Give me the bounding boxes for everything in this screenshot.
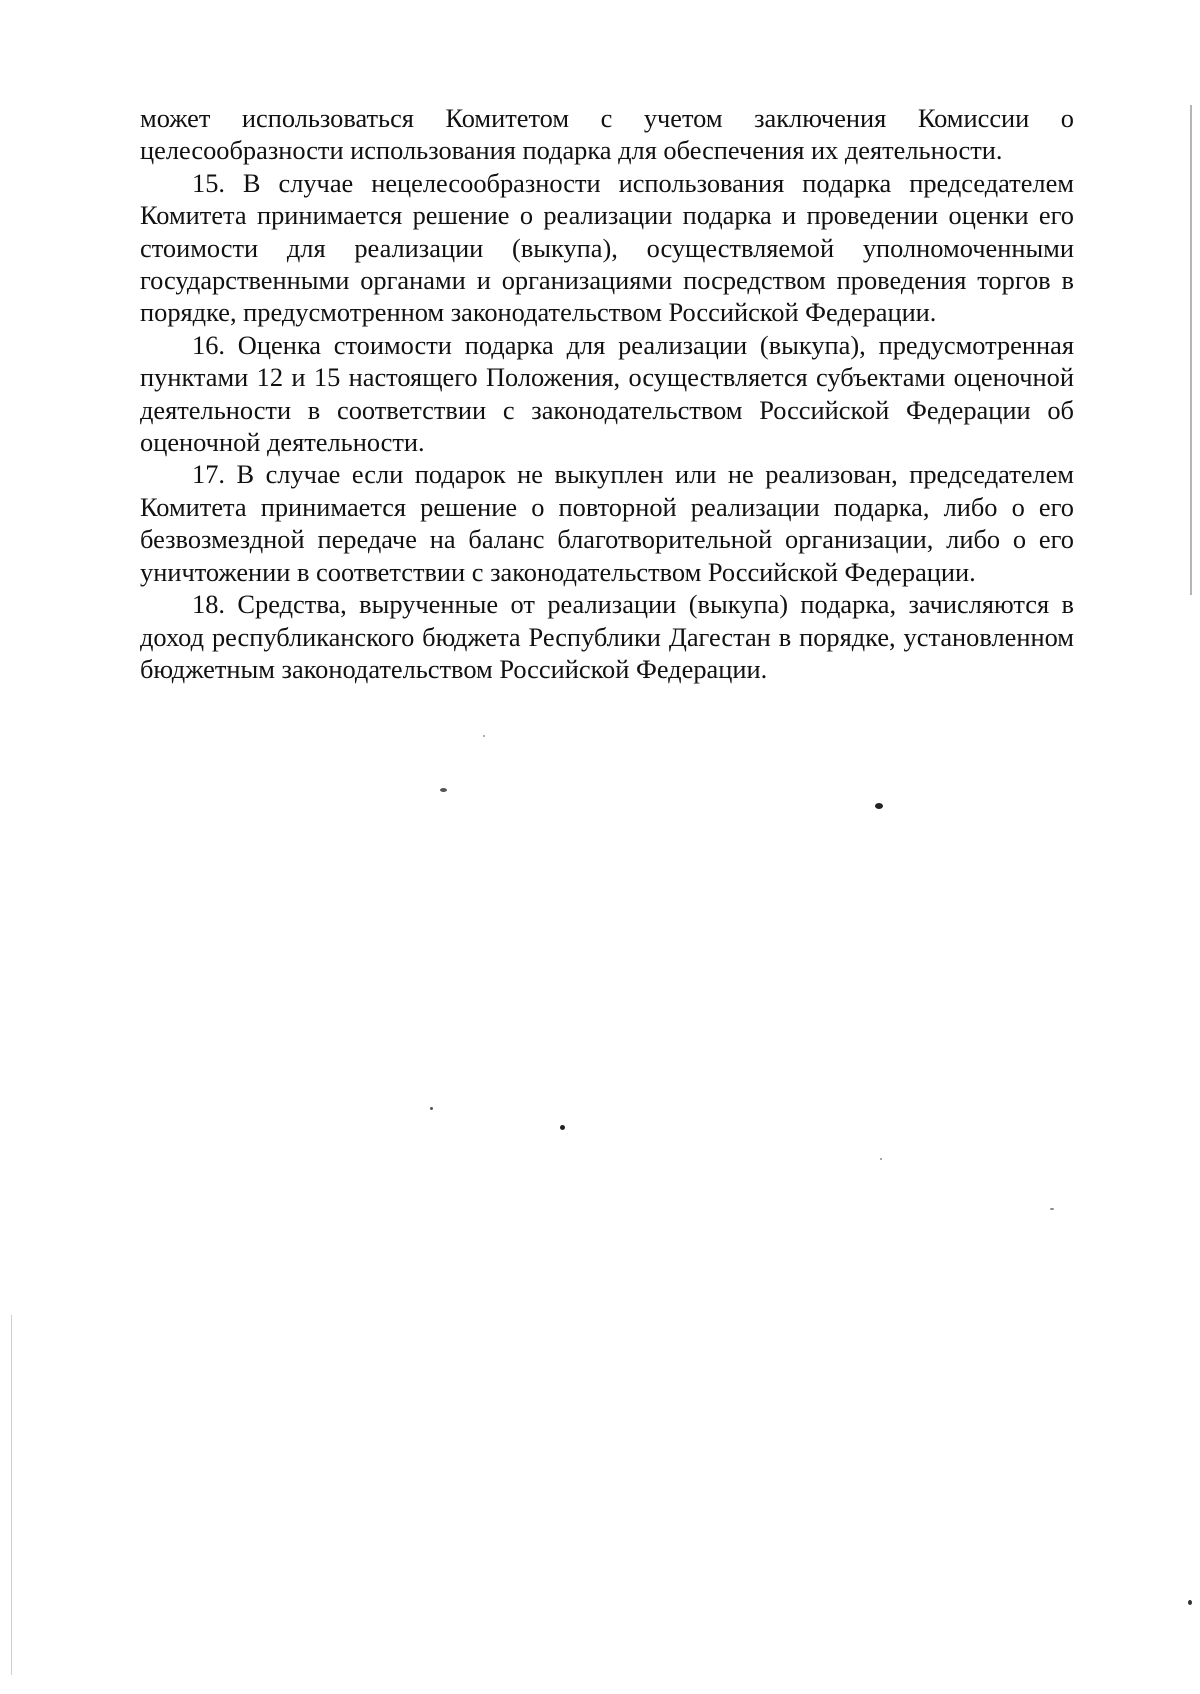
paragraph-item-15: 15. В случае нецелесообразности использования подарка председателем Комитета принимается решение о реализации подарка и проведении оценки его стоимости для реализации (выкупа), осуществляемой уполномоченными государственными органами и организациями посредством проведения торгов в порядке, предусмотренном законодательством Российской Федерации. bbox=[140, 167, 1074, 328]
scan-speck bbox=[440, 788, 447, 792]
scan-speck bbox=[1050, 1208, 1054, 1210]
scan-speck bbox=[430, 1107, 433, 1110]
document-body bbox=[140, 102, 1074, 685]
scan-speck bbox=[483, 735, 485, 737]
scan-speck bbox=[1188, 1600, 1192, 1605]
scan-edge-right bbox=[1190, 105, 1192, 595]
paragraph-continuation: может использоваться Комитетом с учетом заключения Комиссии о целесообразности использования подарка для обеспечения их деятельности. bbox=[140, 103, 1074, 166]
paragraph-item-16: 16. Оценка стоимости подарка для реализации (выкупа), предусмотренная пунктами 12 и 15 настоящего Положения, осуществляется субъектами оценочной деятельности в соответствии с законодательством Российской Федерации об оценочной деятельности. bbox=[140, 329, 1074, 458]
scan-speck bbox=[875, 803, 883, 809]
paragraph-item-18: 18. Средства, вырученные от реализации (выкупа) подарка, зачисляются в доход республиканского бюджета Республики Дагестан в порядке, установленном бюджетным законодательством Российской Федерации. bbox=[140, 589, 1074, 684]
scan-speck bbox=[880, 1158, 882, 1160]
scan-edge-left bbox=[11, 1315, 12, 1675]
paragraph-item-17: 17. В случае если подарок не выкуплен или не реализован, председателем Комитета принимается решение о повторной реализации подарка, либо о его безвозмездной передаче на баланс благотворительной организации, либо о его уничтожении в соответствии с законодательством Российской Федерации. bbox=[140, 459, 1074, 587]
scan-speck bbox=[560, 1125, 565, 1130]
